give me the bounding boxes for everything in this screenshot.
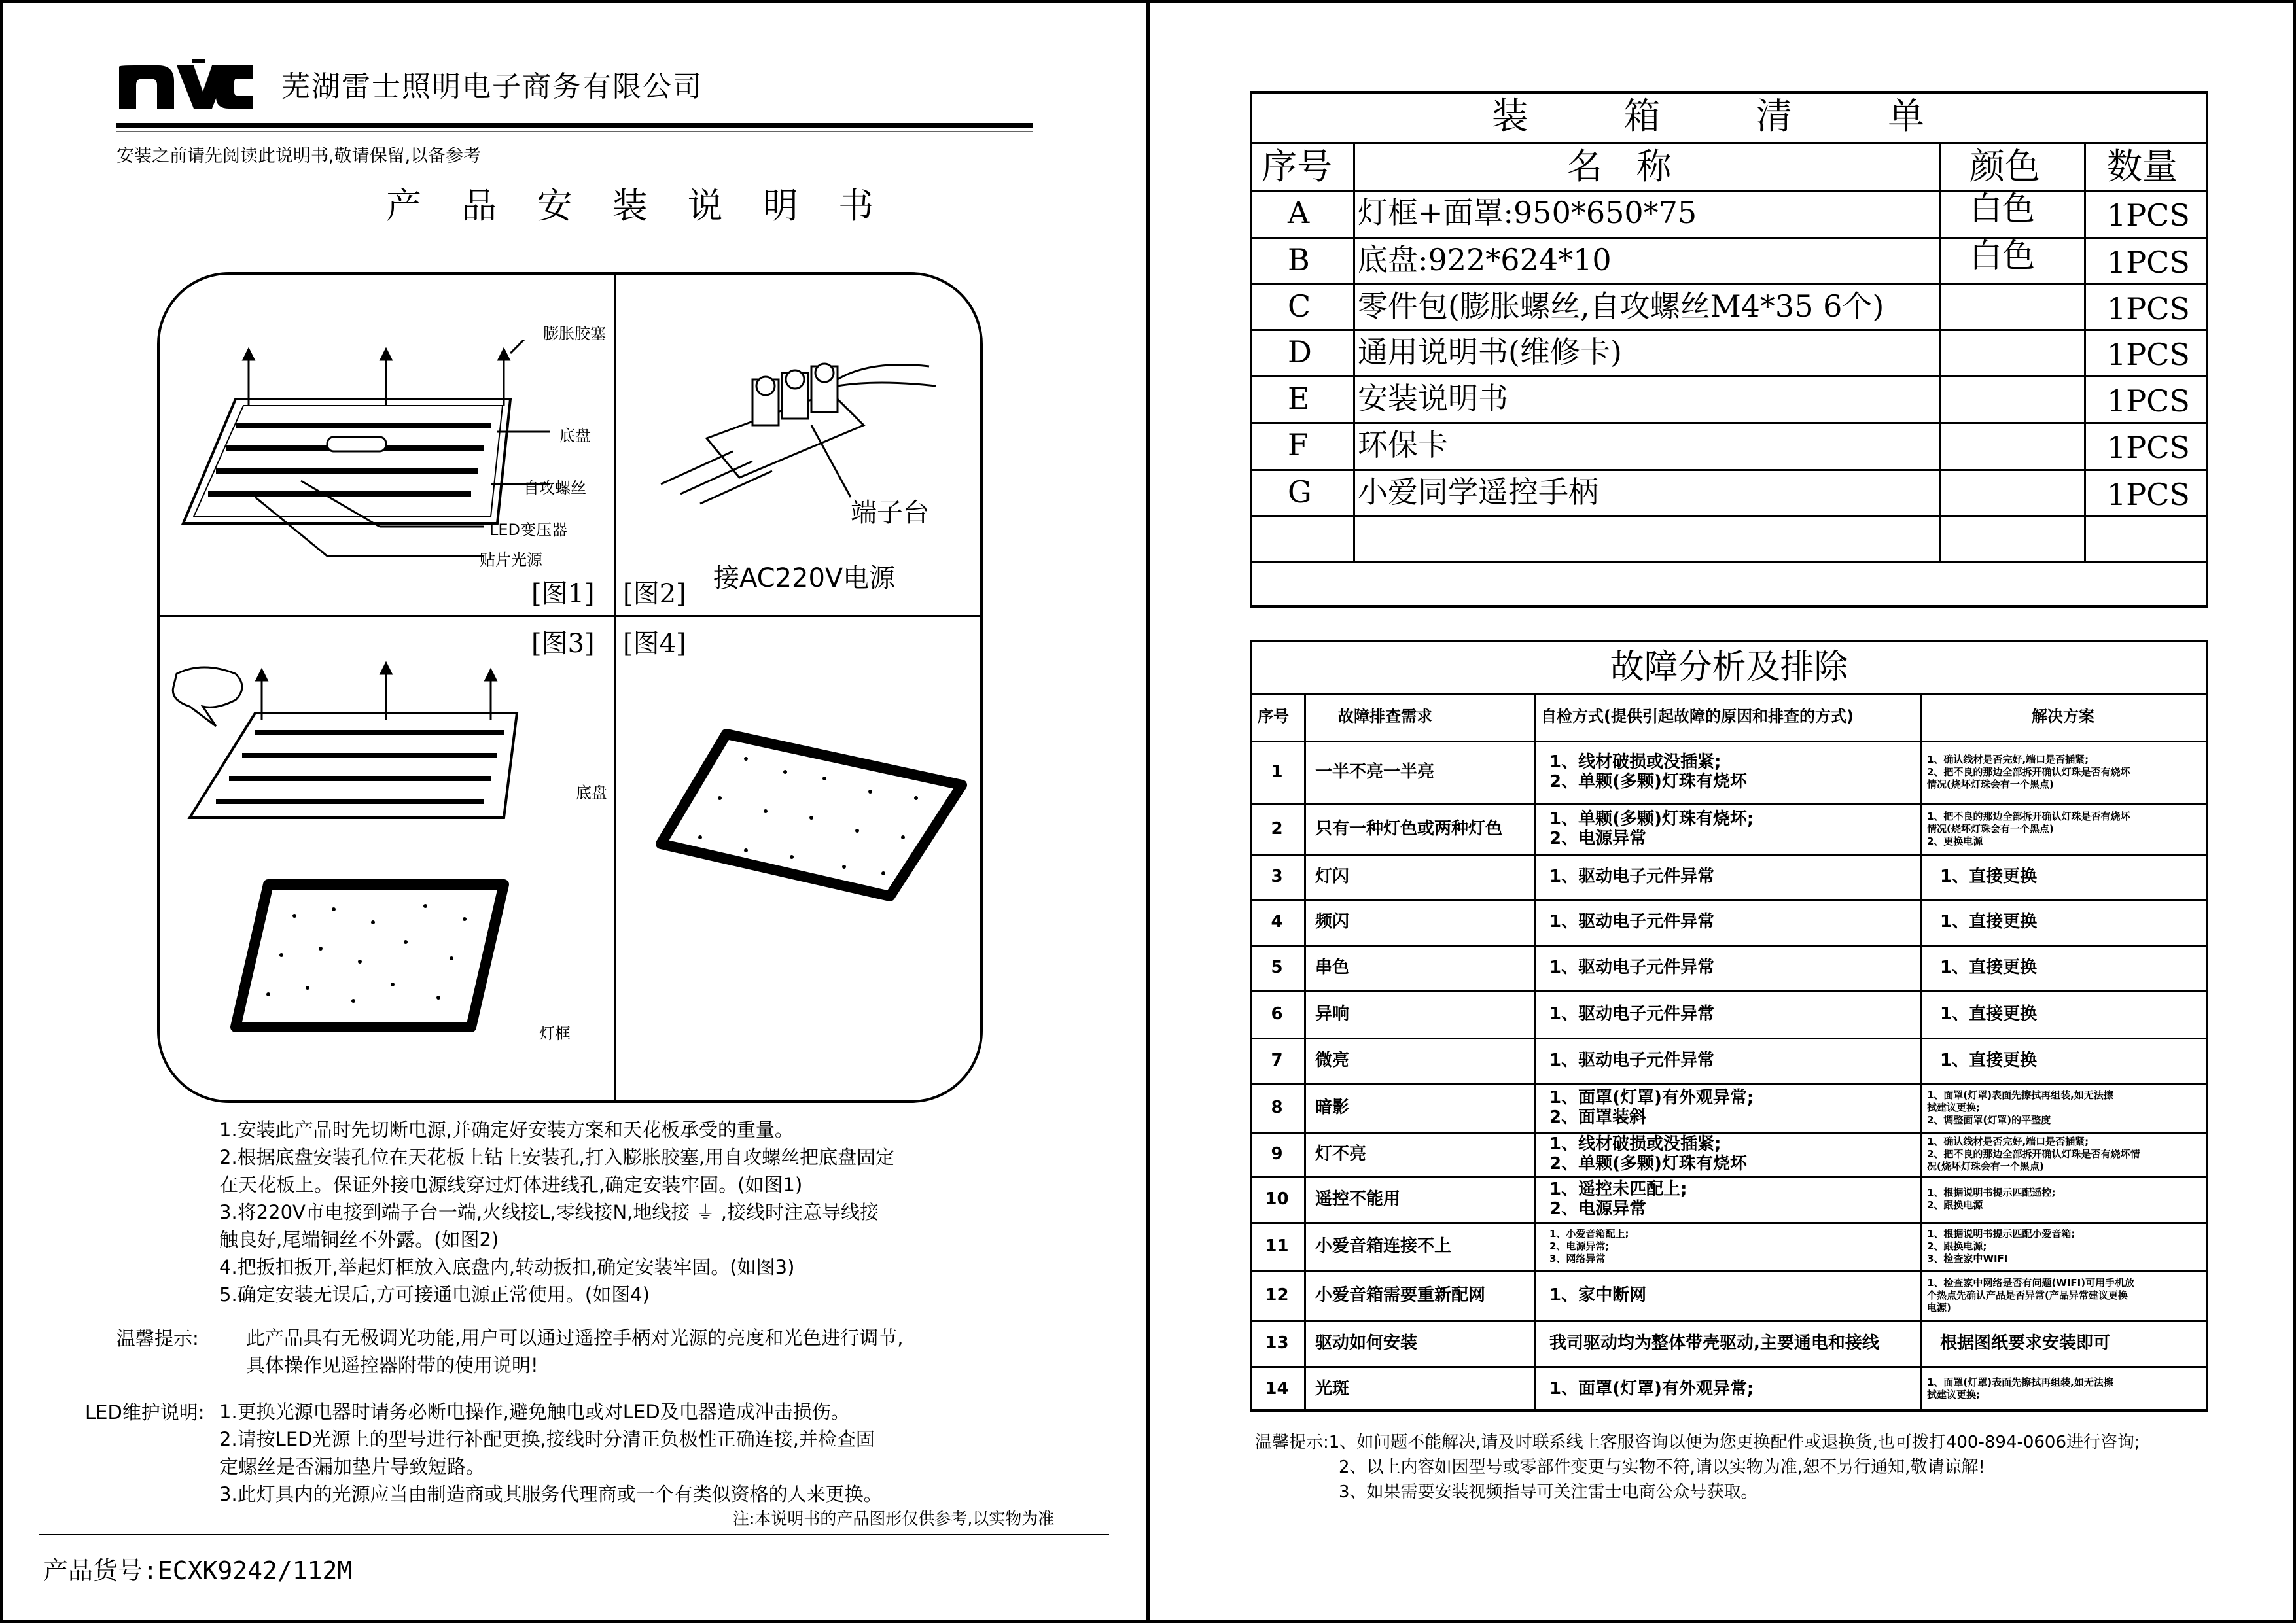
tip-line-1: 此产品具有无极调光功能,用户可以通过遥控手柄对光源的亮度和光色进行调节, (246, 1327, 904, 1349)
step-5: 5.确定安装无误后,方可接通电源正常使用。(如图4) (219, 1283, 650, 1306)
packing-row-id: E (1288, 381, 1310, 416)
fault-row-issue: 遥控不能用 (1315, 1189, 1401, 1209)
packing-row-color: 白色 (1969, 190, 2035, 228)
fault-row-index: 6 (1271, 1004, 1283, 1024)
fault-row-fix-line: 2、更换电源 (1927, 835, 1983, 847)
header-rule (116, 123, 1033, 128)
fault-row-check-line: 1、家中断网 (1549, 1285, 1647, 1305)
fault-row-issue: 灯不亮 (1315, 1144, 1367, 1164)
company-name: 芜湖雷士照明电子商务有限公司 (281, 70, 703, 103)
fault-row-check-line: 1、单颗(多颗)灯珠有烧坏; (1549, 809, 1754, 829)
tip-label: 温馨提示: (116, 1327, 199, 1350)
callout-self-tapping-screw: 自攻螺丝 (523, 479, 586, 497)
packing-row-id: A (1288, 195, 1310, 230)
fault-row-fix-line: 1、根据说明书提示匹配小爱音箱; (1927, 1227, 2075, 1240)
packing-row-qty: 1PCS (2107, 291, 2190, 326)
fault-row-fix-line: 个热点先确认产品是否异常(产品异常建议更换 (1927, 1289, 2128, 1301)
product-model: 产品货号:ECXK9242/112M (43, 1556, 353, 1585)
fault-col-rule (1920, 693, 1922, 1412)
fault-row-check-line: 1、驱动电子元件异常 (1549, 1051, 1715, 1070)
fault-row-check-line: 我司驱动均为整体带壳驱动,主要通电和接线 (1549, 1333, 1879, 1353)
footer-tips (1255, 1430, 2140, 1505)
fault-row-issue: 频闪 (1315, 912, 1350, 932)
led-line-3: 定螺丝是否漏加垫片导致短路。 (219, 1456, 486, 1478)
fault-row-issue: 微亮 (1315, 1051, 1350, 1070)
packing-header-name: 名 称 (1567, 146, 1672, 187)
fault-row-index: 13 (1265, 1333, 1289, 1353)
figure1-label: [图1] (531, 579, 595, 609)
fault-row-issue: 灯闪 (1315, 867, 1350, 886)
fault-row-index: 3 (1271, 867, 1283, 886)
fault-col-rule (1534, 693, 1536, 1412)
packing-header-index: 序号 (1262, 146, 1332, 187)
fault-row-index: 5 (1271, 958, 1283, 977)
figure-note: 注:本说明书的产品图形仅供参考,以实物为准 (733, 1509, 1055, 1528)
packing-row-rule (1250, 515, 2208, 517)
fault-row-rule (1250, 854, 2208, 856)
fault-row-fix-line: 2、调整面罩(灯罩)的平整度 (1927, 1113, 2051, 1126)
fault-col-rule (1304, 693, 1306, 1412)
led-maintenance-label: LED维护说明: (85, 1401, 205, 1423)
fault-row-fix-line: 拭建议更换; (1927, 1389, 1980, 1401)
packing-row-id: F (1288, 427, 1309, 462)
callout-smd-light-source: 贴片光源 (480, 551, 542, 569)
fault-row-check-line: 2、单颗(多颗)灯珠有烧坏 (1549, 1154, 1747, 1174)
packing-row-qty: 1PCS (2107, 337, 2190, 372)
callout-terminal-block: 端子台 (851, 498, 929, 528)
fault-row-index: 2 (1271, 819, 1283, 839)
step-3: 3.将220V市电接到端子台一端,火线接L,零线接N,地线接 ⏚ ,接线时注意导线接 (219, 1201, 879, 1223)
fault-row-issue: 串色 (1315, 958, 1350, 977)
fault-row-fix-line: 况(烧坏灯珠会有一个黑点) (1927, 1160, 2044, 1172)
packing-list-title: 装 箱 清 单 (1491, 96, 1967, 138)
led-line-4: 3.此灯具内的光源应当由制造商或其服务代理商或一个有类似资格的人来更换。 (219, 1483, 883, 1505)
fault-header-issue: 故障排查需求 (1338, 707, 1432, 725)
reading-notice: 安装之前请先阅读此说明书,敬请保留,以备参考 (116, 146, 482, 166)
fault-row-fix-line: 2、跟换电源; (1927, 1240, 1987, 1252)
fault-row-check-line: 1、线材破损或没插紧; (1549, 1134, 1722, 1154)
fault-row-fix-line: 1、检查家中网络是否有问题(WIFI)可用手机放 (1927, 1276, 2135, 1289)
footer-tip-2: 2、以上内容如因型号或零部件变更与实物不符,请以实物为准,恕不另行通知,敬请谅解! (1339, 1457, 1985, 1477)
callout-ac220-supply: 接AC220V电源 (713, 563, 896, 593)
packing-row-name: 灯框+面罩:950*650*75 (1358, 195, 1697, 230)
callout-lamp-frame: 灯框 (539, 1024, 571, 1043)
fault-row-issue: 一半不亮一半亮 (1315, 762, 1435, 782)
packing-row-color: 白色 (1969, 237, 2035, 275)
packing-row-id: G (1288, 474, 1312, 510)
packing-row-qty: 1PCS (2107, 198, 2190, 233)
fault-row-fix-line: 1、直接更换 (1940, 958, 2038, 977)
packing-row-name: 小爱同学遥控手柄 (1358, 474, 1598, 510)
fault-row-rule (1250, 1132, 2208, 1134)
step-2: 2.根据底盘安装孔位在天花板上钻上安装孔,打入膨胀胶塞,用自攻螺丝把底盘固定 (219, 1146, 895, 1168)
fault-row-index: 10 (1265, 1189, 1289, 1209)
fault-row-issue: 小爱音箱连接不上 (1315, 1236, 1452, 1256)
fault-row-issue: 暗影 (1315, 1098, 1350, 1117)
packing-row-rule (1250, 561, 2208, 563)
fault-row-issue: 异响 (1315, 1004, 1350, 1024)
step-4: 4.把扳扣扳开,举起灯框放入底盘内,转动扳扣,确定安装牢固。(如图3) (219, 1256, 795, 1278)
fault-row-check-line: 1、驱动电子元件异常 (1549, 912, 1715, 932)
fault-row-check-line: 1、遥控未匹配上; (1549, 1179, 1687, 1199)
fault-row-fix-line: 1、面罩(灯罩)表面先擦拭再组装,如无法擦 (1927, 1376, 2113, 1388)
fault-row-rule (1250, 1176, 2208, 1178)
packing-row-id: B (1288, 242, 1310, 277)
fault-table-title: 故障分析及排除 (1610, 648, 1848, 687)
fault-row-fix-line: 情况(烧坏灯珠会有一个黑点) (1927, 778, 2054, 790)
fault-row-rule (1250, 693, 2208, 695)
fault-row-index: 1 (1271, 762, 1283, 782)
fault-row-check-line: 1、驱动电子元件异常 (1549, 867, 1715, 886)
fault-row-fix-line: 1、把不良的那边全部拆开确认灯珠是否有烧坏 (1927, 810, 2130, 822)
fault-row-fix-line: 3、检查家中WIFI (1927, 1252, 2008, 1265)
fault-row-fix-line: 1、面罩(灯罩)表面先擦拭再组装,如无法擦 (1927, 1089, 2113, 1101)
packing-row-rule (1250, 142, 2208, 144)
fault-row-check-line: 2、电源异常 (1549, 1199, 1647, 1219)
fault-row-fix-line: 2、跟换电源 (1927, 1199, 1983, 1211)
figure-divider-vertical (614, 275, 616, 1100)
fault-row-issue: 小爱音箱需要重新配网 (1315, 1285, 1486, 1305)
fault-row-rule (1250, 1083, 2208, 1085)
packing-header-color: 颜色 (1969, 146, 2040, 187)
figure1-illustration (170, 340, 602, 576)
header-rule-thin (116, 131, 1033, 132)
fault-row-rule (1250, 803, 2208, 805)
fault-row-fix-line: 1、直接更换 (1940, 1051, 2038, 1070)
fault-row-fix-line: 1、直接更换 (1940, 867, 2038, 886)
callout-expansion-plug: 膨胀胶塞 (543, 324, 606, 343)
fault-row-issue: 只有一种灯色或两种灯色 (1315, 819, 1503, 839)
figure2-label: [图2] (623, 579, 686, 609)
fault-row-fix-line: 1、直接更换 (1940, 1004, 2038, 1024)
fault-row-check-line: 1、小爱音箱配上; (1549, 1227, 1629, 1240)
fault-row-rule (1250, 741, 2208, 742)
tip-text (246, 1324, 903, 1379)
installed-lamp-illustration (654, 726, 968, 903)
tip-line-2: 具体操作见遥控器附带的使用说明! (246, 1354, 539, 1376)
fault-row-check-line: 2、电源异常 (1549, 829, 1647, 848)
fault-row-rule (1250, 1038, 2208, 1039)
fault-row-index: 8 (1271, 1098, 1283, 1117)
figure-divider-horizontal (160, 615, 980, 617)
packing-row-qty: 1PCS (2107, 245, 2190, 280)
fault-row-fix-line: 2、把不良的那边全部拆开确认灯珠是否有烧坏 (1927, 765, 2130, 778)
footer-rule (39, 1534, 1109, 1535)
fault-row-check-line: 2、面罩装斜 (1549, 1108, 1647, 1127)
fault-row-fix-line: 1、直接更换 (1940, 912, 2038, 932)
fault-row-check-line: 2、单颗(多颗)灯珠有烧坏 (1549, 772, 1747, 792)
fault-row-check-line: 1、面罩(灯罩)有外观异常; (1549, 1379, 1754, 1399)
fault-row-index: 7 (1271, 1051, 1283, 1070)
callout-led-transformer: LED变压器 (489, 521, 568, 539)
fault-row-rule (1250, 945, 2208, 947)
footer-tip-1: 温馨提示:1、如问题不能解决,请及时联系线上客服咨询以便为您更换配件或退换货,也可拨打400-894-0606进行咨询; (1255, 1433, 2140, 1452)
fault-row-check-line: 1、线材破损或没插紧; (1549, 752, 1722, 772)
callout-base-plate-fig3: 底盘 (576, 784, 607, 802)
packing-header-qty: 数量 (2107, 146, 2178, 187)
fault-header-index: 序号 (1258, 707, 1289, 725)
fault-row-issue: 驱动如何安装 (1315, 1333, 1418, 1353)
packing-row-qty: 1PCS (2107, 477, 2190, 512)
fault-row-index: 4 (1271, 912, 1283, 932)
step-1: 1.安装此产品时先切断电源,并确定好安装方案和天花板承受的重量。 (219, 1119, 794, 1141)
fault-row-rule (1250, 899, 2208, 901)
fault-row-check-line: 1、驱动电子元件异常 (1549, 958, 1715, 977)
fault-row-index: 11 (1265, 1236, 1289, 1256)
figure3-illustration (164, 661, 582, 831)
fault-row-fix-line: 1、确认线材是否完好,端口是否插紧; (1927, 1135, 2089, 1147)
led-line-1: 1.更换光源电器时请务必断电操作,避免触电或对LED及电器造成冲击损伤。 (219, 1401, 850, 1423)
fault-row-fix-line: 2、把不良的那边全部拆开确认灯珠是否有烧坏情 (1927, 1147, 2140, 1160)
fault-header-fix: 解决方案 (2032, 707, 2094, 725)
packing-row-name: 底盘:922*624*10 (1358, 242, 1612, 277)
fault-row-issue: 光斑 (1315, 1379, 1350, 1399)
fault-row-check-line: 1、面罩(灯罩)有外观异常; (1549, 1088, 1754, 1108)
fault-row-fix-line: 1、根据说明书提示匹配遥控; (1927, 1187, 2056, 1198)
fault-row-rule (1250, 990, 2208, 992)
footer-tip-3: 3、如果需要安装视频指导可关注雷士电商公众号获取。 (1339, 1482, 1758, 1502)
led-maintenance-text (219, 1398, 883, 1508)
packing-row-id: D (1288, 334, 1312, 370)
fault-row-check-line: 2、电源异常; (1549, 1240, 1610, 1252)
packing-row-name: 环保卡 (1358, 427, 1448, 462)
fault-row-index: 12 (1265, 1285, 1289, 1305)
fault-row-check-line: 3、网络异常 (1549, 1252, 1606, 1265)
packing-col-rule (1353, 142, 1355, 561)
fault-row-rule (1250, 1270, 2208, 1272)
figure4-label: [图4] (623, 629, 686, 659)
fault-row-fix-line: 1、确认线材是否完好,端口是否插紧; (1927, 753, 2089, 765)
callout-base-plate: 底盘 (559, 427, 591, 445)
packing-row-qty: 1PCS (2107, 383, 2190, 419)
led-line-2: 2.请按LED光源上的型号进行补配更换,接线时分清正负极性正确连接,并检查固 (219, 1428, 875, 1450)
fault-row-fix-line: 情况(烧坏灯珠会有一个黑点) (1927, 822, 2054, 835)
packing-col-rule (1939, 142, 1941, 561)
fault-row-fix-line: 电源) (1927, 1301, 1951, 1314)
packing-row-name: 零件包(膨胀螺丝,自攻螺丝M4*35 6个) (1358, 288, 1884, 324)
fault-row-rule (1250, 1366, 2208, 1368)
step-2-cont: 在天花板上。保证外接电源线穿过灯体进线孔,确定安装牢固。(如图1) (219, 1174, 803, 1196)
fault-row-index: 9 (1271, 1144, 1283, 1164)
nvc-logo (116, 59, 254, 110)
packing-col-rule (2084, 142, 2086, 561)
document-title: 产 品 安 装 说 明 书 (386, 185, 888, 226)
fault-row-fix-line: 根据图纸要求安装即可 (1940, 1333, 2111, 1353)
fault-row-check-line: 1、驱动电子元件异常 (1549, 1004, 1715, 1024)
fault-row-rule (1250, 1320, 2208, 1322)
packing-row-qty: 1PCS (2107, 430, 2190, 465)
packing-row-name: 通用说明书(维修卡) (1358, 334, 1622, 370)
packing-row-name: 安装说明书 (1358, 381, 1508, 416)
step-3-cont: 触良好,尾端铜丝不外露。(如图2) (219, 1229, 499, 1251)
packing-row-id: C (1288, 288, 1311, 324)
figure3-label: [图3] (531, 629, 595, 659)
fault-row-fix-line: 拭建议更换; (1927, 1101, 1980, 1113)
installation-steps (219, 1116, 1083, 1308)
fault-row-rule (1250, 1222, 2208, 1224)
fault-row-index: 14 (1265, 1379, 1289, 1399)
lamp-frame-illustration (229, 877, 517, 1040)
fault-header-check: 自检方式(提供引起故障的原因和排查的方式) (1541, 707, 1854, 725)
